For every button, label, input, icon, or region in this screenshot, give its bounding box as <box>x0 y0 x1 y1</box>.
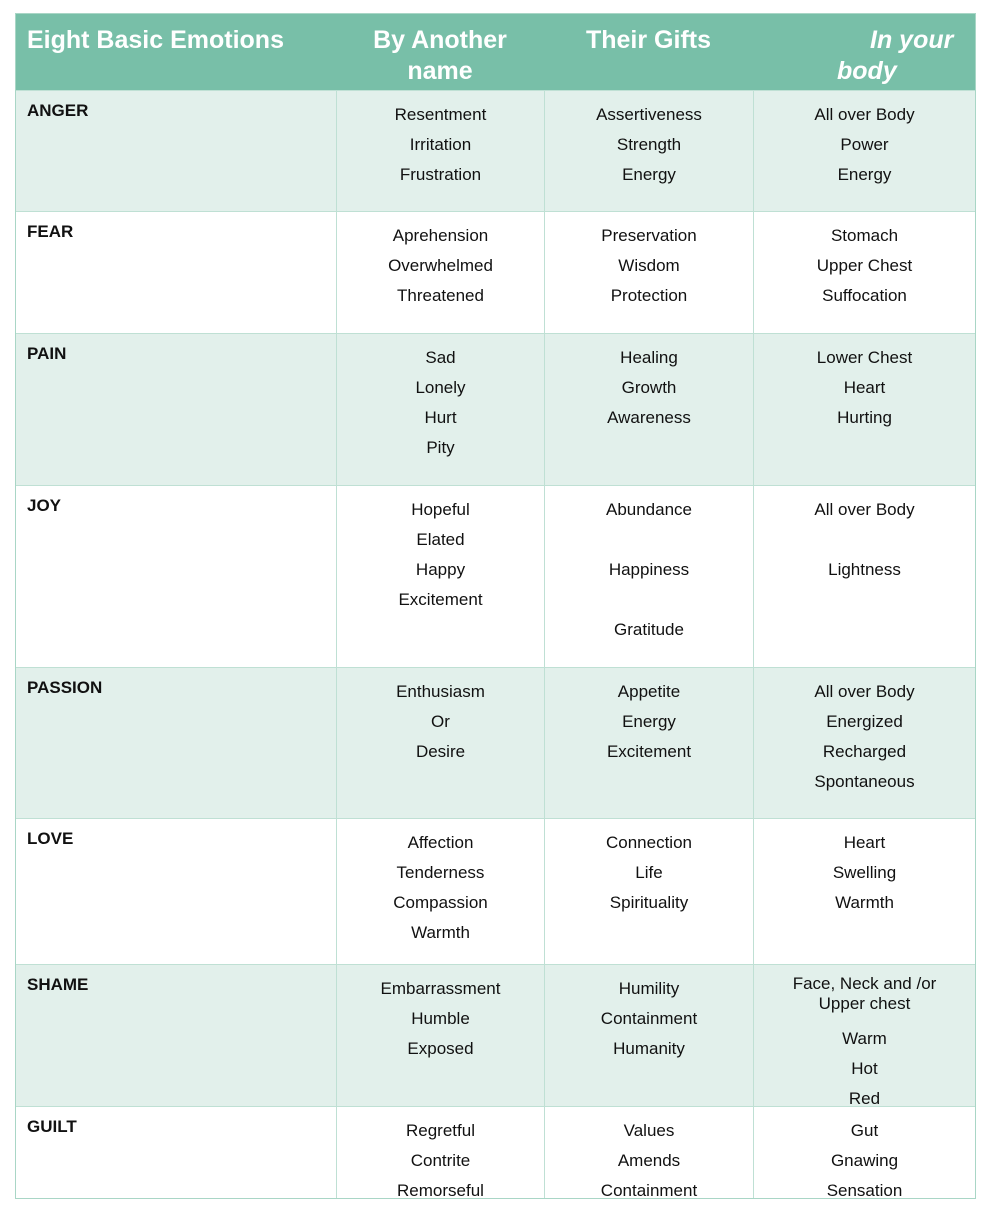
emotion-label: PASSION <box>27 678 103 697</box>
list-item: Values <box>623 1121 675 1140</box>
emotions-table <box>15 13 976 1199</box>
list-item: Energy <box>622 712 676 731</box>
list-item: Gratitude <box>614 620 684 639</box>
list-item: Desire <box>415 742 466 761</box>
list-item: Upper Chest <box>816 256 913 275</box>
body-cell <box>753 486 975 667</box>
list-item: Appetite <box>617 682 681 701</box>
list-item: Humble <box>411 1009 470 1028</box>
list-item: Hurt <box>424 408 457 427</box>
table-row-passion <box>16 667 975 818</box>
list-item: Hopeful <box>411 500 470 519</box>
list-item: Lower Chest <box>816 348 913 367</box>
list-item: All over Body <box>814 682 915 701</box>
header-emotions: Eight Basic Emotions <box>27 26 284 54</box>
gifts-cell <box>544 1107 753 1198</box>
list-item: Happy <box>415 560 466 579</box>
list-item: Lightness <box>828 560 901 579</box>
list-item: Warmth <box>835 893 894 912</box>
list-item: Abundance <box>605 500 693 519</box>
emotion-label: GUILT <box>27 1117 77 1136</box>
list-item: Energy <box>837 165 892 184</box>
body-cell <box>753 819 975 964</box>
table-row-pain <box>16 333 975 485</box>
list-item: Protection <box>610 286 688 305</box>
emotion-label: ANGER <box>27 101 89 120</box>
list-item: Energy <box>622 165 676 184</box>
table-row-anger <box>16 90 975 211</box>
list-item: All over Body <box>814 500 915 519</box>
list-item: Life <box>635 863 663 882</box>
list-item: Compassion <box>393 893 488 912</box>
table-row-joy <box>16 485 975 667</box>
body-cell <box>753 965 975 1106</box>
list-item: Humanity <box>613 1039 685 1058</box>
list-item: Threatened <box>397 286 484 305</box>
other-names-cell <box>336 819 544 964</box>
gifts-cell <box>544 486 753 667</box>
list-item: Strength <box>616 135 682 154</box>
emotion-label: JOY <box>27 496 62 515</box>
list-item: Sensation <box>826 1181 903 1200</box>
list-item: Heart <box>843 378 886 397</box>
list-item: Stomach <box>830 226 899 245</box>
list-item: Resentment <box>394 105 487 124</box>
list-item: Happiness <box>608 560 690 579</box>
list-item: Connection <box>605 833 692 852</box>
spacer <box>754 525 975 555</box>
header-body-line2: body <box>837 57 897 85</box>
body-cell <box>753 1107 975 1198</box>
list-item: Hot <box>851 1059 878 1078</box>
list-item: Sad <box>425 348 456 367</box>
table-row-fear <box>16 211 975 333</box>
list-item: Amends <box>617 1151 681 1170</box>
header-another-name <box>336 14 544 90</box>
list-item: Wisdom <box>618 256 680 275</box>
list-item: Pity <box>426 438 455 457</box>
spacer <box>545 525 753 555</box>
header-another-name-line2: name <box>407 57 473 85</box>
list-item: Hurting <box>837 408 892 427</box>
header-another-name-line1: By Another <box>373 26 507 54</box>
list-item: Assertiveness <box>596 105 702 124</box>
other-names-cell <box>336 91 544 211</box>
list-item: Preservation <box>601 226 697 245</box>
list-item: Warmth <box>411 923 470 942</box>
emotion-label: PAIN <box>27 344 67 363</box>
list-item: Lonely <box>415 378 466 397</box>
other-names-cell <box>336 334 544 485</box>
list-item: Aprehension <box>392 226 489 245</box>
body-cell <box>753 212 975 333</box>
emotion-label: SHAME <box>27 975 89 994</box>
list-item: Or <box>431 712 450 731</box>
list-item: Power <box>840 135 889 154</box>
list-item: Upper chest <box>818 994 911 1013</box>
list-item: Suffocation <box>822 286 907 305</box>
list-item: Containment <box>600 1181 698 1200</box>
list-item: Affection <box>407 833 474 852</box>
list-item: Regretful <box>406 1121 475 1140</box>
list-item: Gut <box>850 1121 879 1140</box>
list-item: Swelling <box>832 863 897 882</box>
gifts-cell <box>544 91 753 211</box>
table-row-guilt <box>16 1106 975 1198</box>
list-item: Awareness <box>607 408 691 427</box>
list-item: Contrite <box>410 1151 471 1170</box>
spacer <box>545 585 753 615</box>
list-item: Tenderness <box>396 863 485 882</box>
gifts-cell <box>544 212 753 333</box>
other-names-cell <box>336 486 544 667</box>
other-names-cell <box>336 1107 544 1198</box>
list-item: Face, Neck and /or <box>792 974 937 993</box>
list-item: Spirituality <box>609 893 689 912</box>
header-gifts: Their Gifts <box>585 26 711 54</box>
header-body-line1: In your <box>870 26 954 54</box>
list-item: Energized <box>826 712 903 731</box>
list-item: Humility <box>618 979 680 998</box>
list-item: Irritation <box>409 135 472 154</box>
table-row-shame <box>16 964 975 1106</box>
emotion-label: LOVE <box>27 829 74 848</box>
list-item: Overwhelmed <box>388 256 493 275</box>
list-item: Elated <box>416 530 465 549</box>
gifts-cell <box>544 334 753 485</box>
list-item: Healing <box>620 348 678 367</box>
gifts-cell <box>544 965 753 1106</box>
other-names-cell <box>336 212 544 333</box>
list-item: Growth <box>621 378 677 397</box>
table-row-love <box>16 818 975 964</box>
header-body <box>753 14 975 90</box>
list-item: Recharged <box>822 742 907 761</box>
list-item: Warm <box>842 1029 887 1048</box>
list-item: Red <box>848 1089 881 1108</box>
list-item: Exposed <box>407 1039 474 1058</box>
list-item: Excitement <box>398 590 483 609</box>
body-cell <box>753 91 975 211</box>
list-item: Excitement <box>606 742 692 761</box>
list-item: All over Body <box>814 105 915 124</box>
body-cell <box>753 334 975 485</box>
table-header <box>16 14 975 90</box>
body-cell <box>753 668 975 818</box>
list-item: Remorseful <box>397 1181 484 1200</box>
other-names-cell <box>336 965 544 1106</box>
emotion-label: FEAR <box>27 222 74 241</box>
gifts-cell <box>544 819 753 964</box>
list-item: Containment <box>600 1009 698 1028</box>
list-item: Heart <box>843 833 886 852</box>
list-item: Enthusiasm <box>396 682 485 701</box>
list-item: Frustration <box>399 165 482 184</box>
list-item: Embarrassment <box>380 979 501 998</box>
gifts-cell <box>544 668 753 818</box>
other-names-cell <box>336 668 544 818</box>
list-item: Spontaneous <box>814 772 915 791</box>
list-item: Gnawing <box>830 1151 899 1170</box>
